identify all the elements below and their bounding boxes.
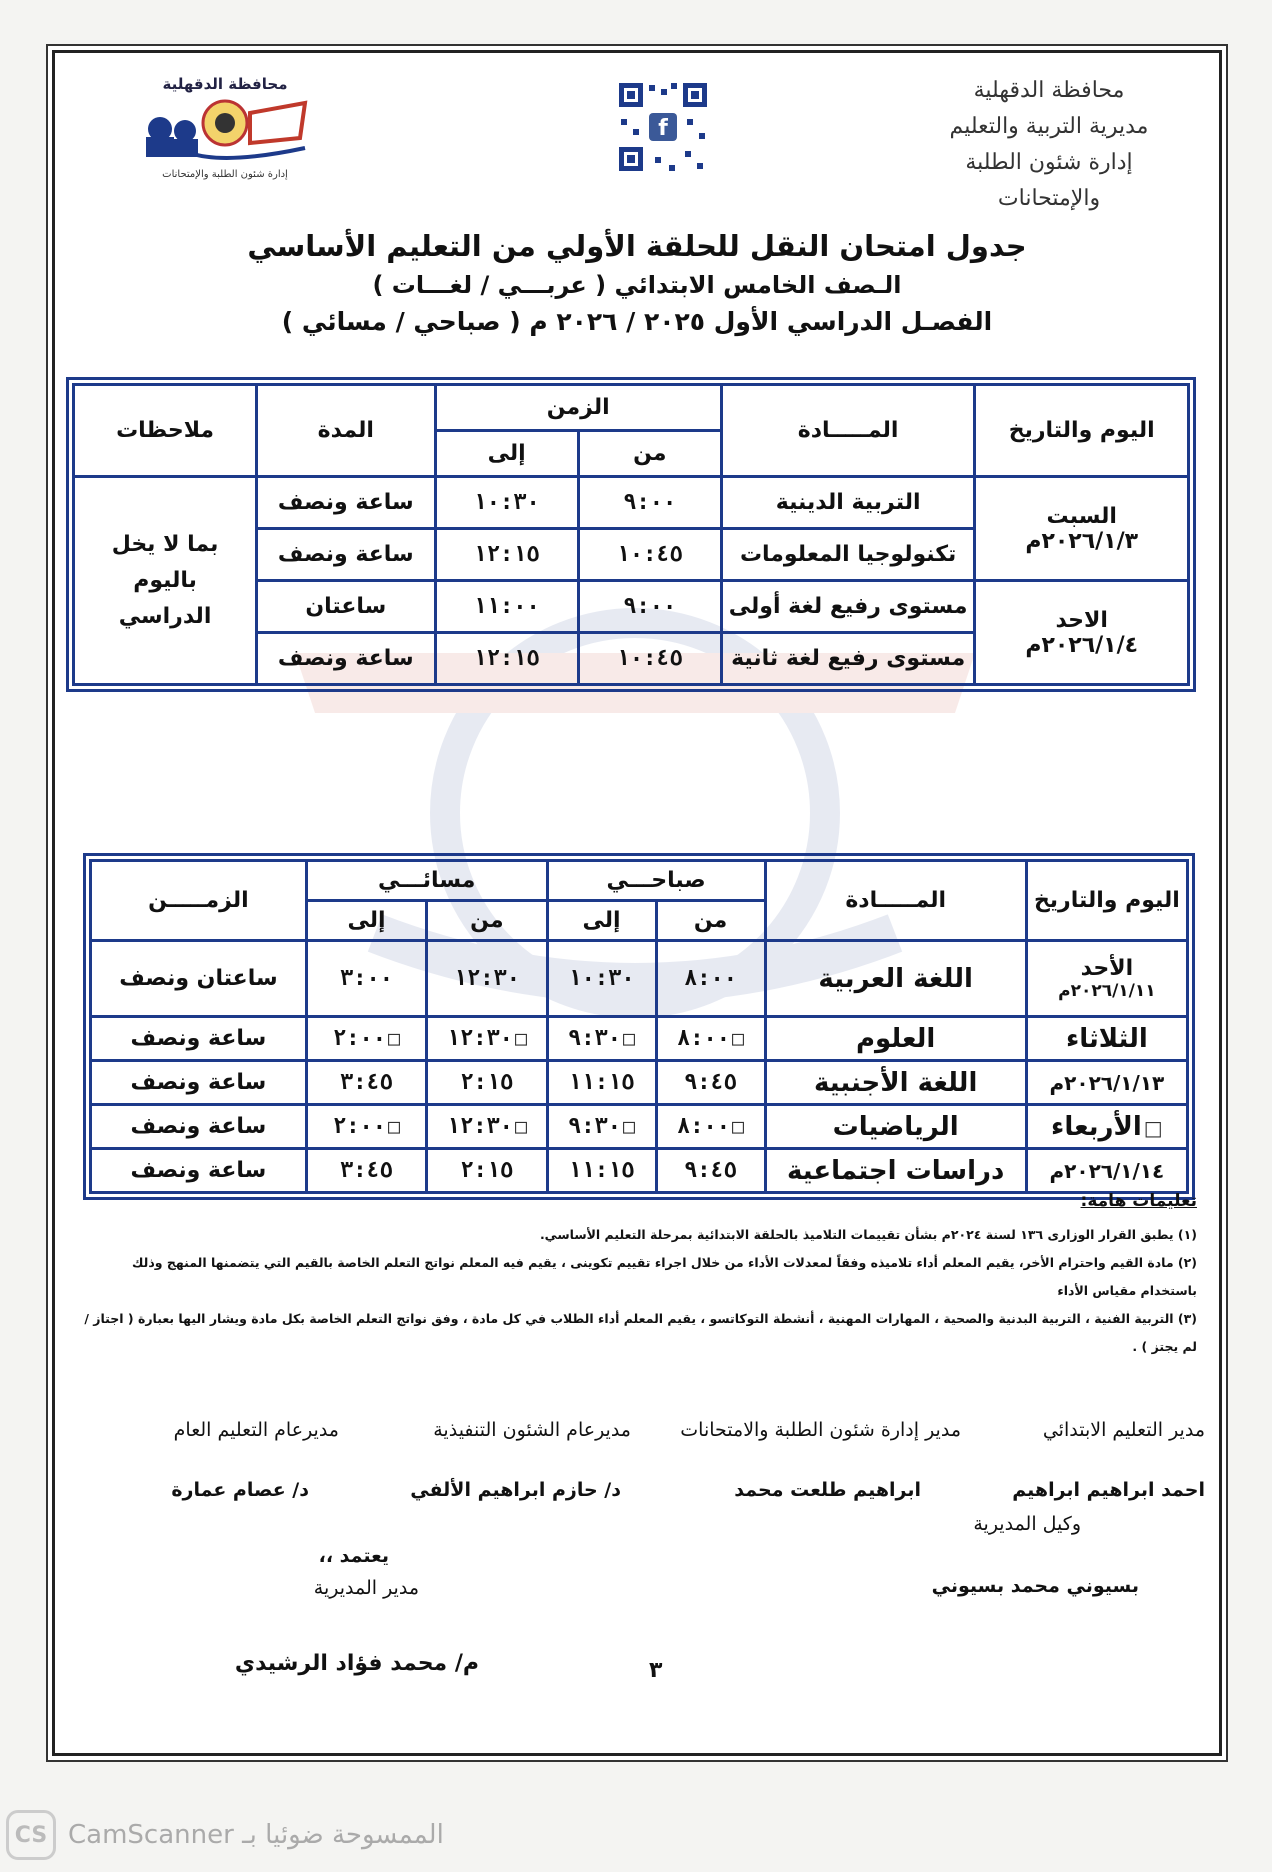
time-cell: ساعتان ونصف — [91, 941, 307, 1017]
logo-title: محافظة الدقهلية — [162, 75, 288, 93]
evening-to-cell: ٣:٤٥ — [306, 1061, 426, 1105]
header-time: الزمن — [435, 385, 721, 431]
time-cell: ساعة ونصف — [91, 1061, 307, 1105]
duration-cell: ساعة ونصف — [257, 633, 435, 685]
header-morning: صباحـــي — [547, 861, 765, 901]
term-title: الفصـل الدراسي الأول ٢٠٢٥ / ٢٠٢٦ م ( صباحي / مسائي ) — [281, 307, 993, 336]
day-cell: الثلاثاء — [1026, 1017, 1187, 1061]
sig-title-executive: مديرعام الشئون التنفيذية — [433, 1419, 631, 1441]
header-to: إلى — [435, 431, 578, 477]
subject-cell: اللغة الأجنبية — [765, 1061, 1026, 1105]
header-morning-from: من — [656, 901, 765, 941]
morning-to-cell: ١١:١٥ — [547, 1149, 656, 1193]
table-row — [91, 1105, 1188, 1149]
morning-to-cell: □ ٩:٣٠ — [547, 1017, 656, 1061]
subject-cell: مستوى رفيع لغة أولى — [721, 581, 975, 633]
document-page — [52, 50, 1222, 1756]
header-duration: المدة — [257, 385, 435, 477]
instructions-title: تعليمات هامة: — [1080, 1191, 1197, 1211]
header-evening-from: من — [427, 901, 547, 941]
director-title: مدير المديرية — [313, 1577, 419, 1599]
evening-to-cell: ٣:٠٠ — [306, 941, 426, 1017]
exam-date: ٢٠٢٦/١/١١م — [1058, 981, 1156, 1001]
subject-cell: دراسات اجتماعية — [765, 1149, 1026, 1193]
subject-cell: مستوى رفيع لغة ثانية — [721, 633, 975, 685]
time-cell: ساعة ونصف — [91, 1017, 307, 1061]
to-cell: ١٢:١٥ — [435, 633, 578, 685]
instructions — [77, 1187, 1197, 1361]
sig-name-students: ابراهيم طلعت محمد — [734, 1479, 921, 1501]
header-time: الزمـــــن — [91, 861, 307, 941]
sig-name-general: د/ عصام عمارة — [171, 1479, 309, 1501]
duration-cell: ساعتان — [257, 581, 435, 633]
sig-name-executive: د/ حازم ابراهيم الألفي — [410, 1479, 621, 1501]
header-morning-to: إلى — [547, 901, 656, 941]
evening-to-cell: ٣:٤٥ — [306, 1149, 426, 1193]
evening-from-cell: ١٢:٣٠ — [427, 941, 547, 1017]
evening-to-cell: □ ٢:٠٠ — [306, 1017, 426, 1061]
morning-to-cell: ١١:١٥ — [547, 1061, 656, 1105]
morning-from-cell: ٩:٤٥ — [656, 1061, 765, 1105]
evening-from-cell: □ ١٢:٣٠ — [427, 1105, 547, 1149]
morning-from-cell: ٨:٠٠ — [656, 941, 765, 1017]
deputy-name: بسيوني محمد بسيوني — [931, 1575, 1139, 1597]
document-titles — [55, 229, 1219, 336]
subject-cell: الرياضيات — [765, 1105, 1026, 1149]
subject-cell: العلوم — [765, 1017, 1026, 1061]
day-name: الاحد — [1055, 607, 1108, 633]
day-name: السبت — [1046, 503, 1117, 529]
directorate-name: مديرية التربية والتعليم — [949, 114, 1149, 139]
qr-code-facebook-icon — [615, 79, 711, 175]
header-evening-to: إلى — [306, 901, 426, 941]
department-name: إدارة شئون الطلبة والإمتحانات — [965, 150, 1133, 211]
time-cell: ساعة ونصف — [91, 1105, 307, 1149]
evening-to-cell: □ ٢:٠٠ — [306, 1105, 426, 1149]
logo-subtitle: إدارة شئون الطلبة والإمتحانات — [162, 169, 288, 180]
day-cell: ٢٠٢٦/١/١٤م — [1026, 1149, 1187, 1193]
exam-date: ٢٠٢٦/١/٤م — [1025, 632, 1139, 658]
evening-from-cell: □ ١٢:٣٠ — [427, 1017, 547, 1061]
evening-from-cell: ٢:١٥ — [427, 1061, 547, 1105]
table-row — [91, 1017, 1188, 1061]
header-day-date: اليوم والتاريخ — [1026, 861, 1187, 941]
header-day-date: اليوم والتاريخ — [975, 385, 1189, 477]
camscanner-watermark — [6, 1810, 444, 1860]
subject-cell: اللغة العربية — [765, 941, 1026, 1017]
sig-title-general: مديرعام التعليم العام — [173, 1419, 339, 1441]
header-notes: ملاحظات — [74, 385, 257, 477]
page-number: ٣ — [649, 1658, 663, 1683]
morning-from-cell: □ ٨:٠٠ — [656, 1105, 765, 1149]
to-cell: ١٠:٣٠ — [435, 477, 578, 529]
schedule-table-activities — [72, 383, 1190, 686]
svg-text:f: f — [658, 116, 668, 141]
grade-title: الـصف الخامس الابتدائي ( عربـــي / لغـــات ) — [372, 271, 902, 299]
from-cell: ١٠:٤٥ — [578, 633, 721, 685]
table-row — [91, 941, 1188, 1017]
exam-date: ٢٠٢٦/١/٣م — [1025, 528, 1139, 554]
sig-title-students: مدير إدارة شئون الطلبة والامتحانات — [680, 1419, 961, 1441]
directorate-header — [919, 73, 1179, 217]
camscanner-logo-icon: CS — [6, 1810, 56, 1860]
duration-cell: ساعة ونصف — [257, 477, 435, 529]
to-cell: ١١:٠٠ — [435, 581, 578, 633]
main-title: جدول امتحان النقل للحلقة الأولي من التعليم الأساسي — [247, 229, 1027, 263]
duration-cell: ساعة ونصف — [257, 529, 435, 581]
camscanner-text: CamScanner الممسوحة ضوئيا بـ — [68, 1820, 444, 1850]
deputy-title: وكيل المديرية — [973, 1513, 1081, 1535]
day-cell: □ الأربعاء — [1026, 1105, 1187, 1149]
graduates-book-icon — [130, 93, 320, 163]
day-cell — [975, 581, 1189, 685]
from-cell: ٩:٠٠ — [578, 581, 721, 633]
header-evening: مسائـــي — [306, 861, 547, 901]
governorate-logo — [125, 75, 325, 195]
header-from: من — [578, 431, 721, 477]
header-subject: المـــــادة — [721, 385, 975, 477]
table-row — [91, 1149, 1188, 1193]
to-cell: ١٢:١٥ — [435, 529, 578, 581]
morning-from-cell: ٩:٤٥ — [656, 1149, 765, 1193]
schedule-table-main — [89, 859, 1189, 1194]
subject-cell: التربية الدينية — [721, 477, 975, 529]
director-name: م/ محمد فؤاد الرشيدي — [234, 1651, 479, 1676]
sig-name-primary: احمد ابراهيم ابراهيم — [1012, 1479, 1205, 1501]
notes-cell: بما لا يخل باليوم الدراسي — [74, 477, 257, 685]
from-cell: ١٠:٤٥ — [578, 529, 721, 581]
morning-to-cell: ١٠:٣٠ — [547, 941, 656, 1017]
sig-title-primary: مدير التعليم الابتدائي — [1042, 1419, 1205, 1441]
morning-to-cell: □ ٩:٣٠ — [547, 1105, 656, 1149]
governorate-name: محافظة الدقهلية — [973, 78, 1125, 103]
table-row — [91, 1061, 1188, 1105]
approval-text: يعتمد ،، — [318, 1545, 389, 1567]
instruction-item: (٣) التربية الفنية ، التربية البدنية والصحية ، المهارات المهنية ، أنشطة التوكاتسو ، يقيم المعلم أداء الطلاب في كل مادة ، وفق نواتج التعلم الخاصة بكل مادة ويشار اليها بعبارة ( اجتاز / لم يجتز ) . — [84, 1311, 1197, 1354]
time-cell: ساعة ونصف — [91, 1149, 307, 1193]
subject-cell: تكنولوجيا المعلومات — [721, 529, 975, 581]
evening-from-cell: ٢:١٥ — [427, 1149, 547, 1193]
day-cell — [1026, 941, 1187, 1017]
day-cell — [975, 477, 1189, 581]
morning-from-cell: □ ٨:٠٠ — [656, 1017, 765, 1061]
day-name: الأحد — [1080, 956, 1134, 981]
day-cell: ٢٠٢٦/١/١٣م — [1026, 1061, 1187, 1105]
table-row — [74, 477, 1189, 529]
header-subject: المـــــادة — [765, 861, 1026, 941]
from-cell: ٩:٠٠ — [578, 477, 721, 529]
instruction-item: (١) يطبق القرار الوزارى ١٣٦ لسنة ٢٠٢٤م بشأن تقييمات التلاميذ بالحلقة الابتدائية بمرحلة التعليم الأساسي. — [539, 1227, 1197, 1242]
instruction-item: (٢) مادة القيم واحترام الأخر، يقيم المعلم أداء تلاميذه وفقاً لمعدلات الأداء من خلال اجراء تقييم تكوينى ، يقيم فيه المعلم نواتج التعلم الخاصة بالقيم التي يتضمنها المنهج وذلك باستخدام مقياس الأداء — [132, 1255, 1197, 1298]
